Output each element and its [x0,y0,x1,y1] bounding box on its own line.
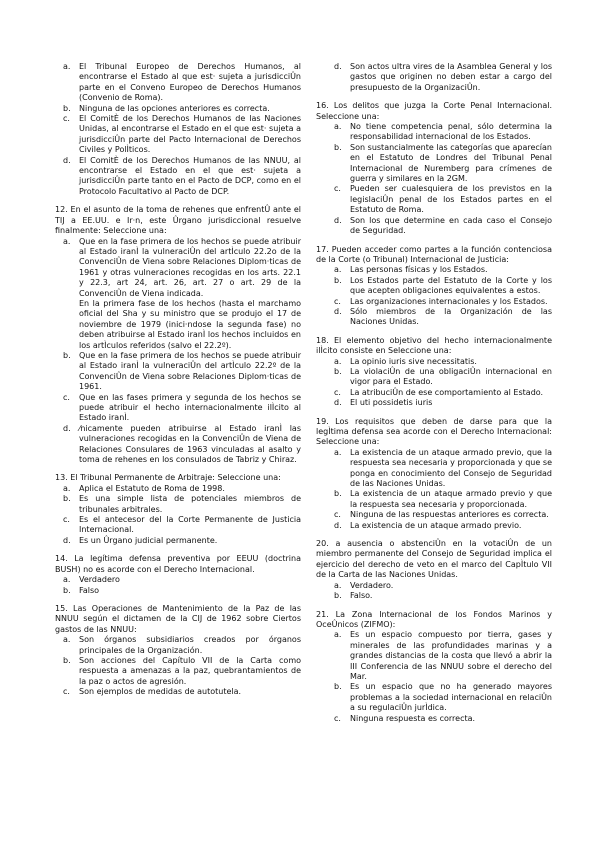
option-text: Ninguna de las opciones anteriores es correcta. [79,103,270,113]
option-text: Sólo miembros de la Organización de las Naciones Unidas. [350,306,552,327]
option-12d [55,424,301,466]
option-letter: a. [63,483,71,493]
option-text: Son actos ultra vires de la Asamblea General y los gastos que originen no deben estar a cargo del presupuesto de la OrganizaciÛn. [350,62,552,92]
option-text: Son ejemplos de medidas de autotutela. [79,687,242,697]
option-11d [55,156,301,198]
option-text: Aplica el Estatuto de Roma de 1998. [79,483,225,493]
option-text: Las organizaciones internacionales y los Estados. [350,296,548,306]
option-letter: b. [334,275,342,285]
option-text: Pueden ser cualesquiera de los previstos en la legislaciÛn penal de los Estados partes en el Estatuto de Roma. [350,184,552,215]
option-text: El ComitÈ de los Derechos Humanos de las NNUU, al encontrarse el Estado en el que est· sujeta a jurisdicciÛn parte tanto en el Pacto de DCP, como en el Protocolo Facultativo al Pacto de DCP. [79,155,301,196]
option-text: Las personas físicas y los Estados. [350,265,488,275]
option-20a [316,581,552,591]
question-text: 21. La Zona Internacional de los Fondos Marinos y OceÛnicos (ZIFMO): [316,609,552,629]
question-21 [316,610,552,724]
option-letter: d. [63,535,71,545]
option-text: La existencia de un ataque armado previo. [350,520,522,530]
option-text: Son órganos subsidiarios creados por órganos principales de la Organización. [79,635,301,655]
option-20b [316,591,552,601]
question-text: 18. El elemento objetivo del hecho internacionalmente ilÌcito consiste en Seleccione una: [316,335,552,356]
question-text: 15. Las Operaciones de Mantenimiento de la Paz de las NNUU según el dictamen de la CIJ de 1962 sobre Ciertos gastos de las NNUU: [55,603,301,634]
option-13a [55,484,301,494]
option-16a [316,122,552,143]
option-letter: b. [334,591,342,601]
option-letter: b. [63,494,71,504]
option-14a [55,575,301,585]
option-17a [316,265,552,275]
option-text: La violaciÛn de una obligaciÛn internacional en vigor para el Estado. [350,366,552,387]
option-text: El Tribunal Europeo de Derechos Humanos, al encontrarse el Estado al que est· sujeta a jurisdicciÛn parte en el Conveno Europeo de Derechos Humanos (Convenio de Roma). [79,62,301,103]
option-19b [316,489,552,510]
option-text: Son los que determine en cada caso el Consejo de Seguridad. [350,215,552,236]
question-text: 16. Los delitos que juzga la Corte Penal Internacional. Seleccione una: [316,101,552,121]
option-text: El ComitÈ de los Derechos Humanos de las Naciones Unidas, al encontrarse el Estado en el que est· sujeta a jurisdicciÛn parte del Pacto Internacional de Derechos Civiles y PolÌticos. [79,114,301,155]
option-letter: b. [334,489,342,499]
option-letter: c. [334,184,341,194]
option-text: La existencia de un ataque armado previo, que la respuesta sea necesaria y proporcionada y que se ponga en conocimiento del Consejo de Seguridad de las Naciones Unidas. [350,447,552,489]
option-text: La atribuciÛn de ese comportamiento al Estado. [350,387,544,397]
option-letter: b. [63,585,71,595]
option-extra-text: En la primera fase de los hechos (hasta el marchamo oficial del Sha y su ministro que se produjo el 17 de noviembre de 1979 (inici·ndose la segunda fase) no deben atribuirse al Estado iranÌ los hechos incluidos en los artÌculos referidos (salvo el 22.2º). [79,298,301,350]
option-letter: a. [63,635,71,645]
option-15d [316,62,552,93]
option-letter: c. [334,387,341,397]
question-15 [55,604,301,698]
option-letter: c. [334,296,341,306]
option-letter: a. [63,575,71,585]
question-15-continued-options [316,62,552,93]
option-text: Es un Ûrgano judicial permanente. [79,535,218,545]
option-16d [316,216,552,237]
option-text: Falso [79,585,100,595]
option-15b [55,656,301,687]
option-text: Son sustancialmente las categorías que aparecían en el Estatuto de Londres del Tribunal Penal Internacional de Nuremberg para crímenes de guerra y similares en la 2GM. [350,142,552,184]
option-text: ⁄nicamente pueden atribuirse al Estado iranÌ las vulneraciones recogidas en la ConvenciÛn de Viena de Relaciones Consulares de 1963 vinculadas al asalto y toma de rehenes en los consulados de Tabriz y Chiraz. [79,423,301,465]
option-18d [316,398,552,408]
question-text: 13. El Tribunal Permanente de Arbitraje: Seleccione una: [55,473,281,483]
option-text: Es una simple lista de potenciales miembros de tribunales arbitrales. [79,494,301,514]
option-11b [55,104,301,114]
option-11c [55,114,301,156]
question-text: 19. Los requisitos que deben de darse para que la legÌtima defensa sea acorde con el Derecho Internacional: Seleccione una: [316,416,552,447]
option-text: La opinio iuris sive necessitatis. [350,356,477,366]
question-11-continued-options [55,62,301,197]
option-19c [316,510,552,520]
option-letter: d. [334,215,342,225]
option-letter: d. [63,155,71,165]
option-11a [55,62,301,104]
option-letter: d. [334,520,342,530]
option-21c [316,714,552,724]
option-16b [316,143,552,185]
question-12 [55,205,301,465]
question-text: 20. a ausencia o abstenciÛn en la votaciÛn de un miembro permanente del Consejo de Seguridad implica el ejercicio del derecho de veto en el marco del CapÌtulo VII de la Carta de las Naciones Unidas. [316,539,552,580]
option-15a [55,635,301,656]
option-12a [55,237,301,351]
question-18 [316,336,552,409]
option-letter: a. [334,580,342,590]
option-letter: a. [334,265,342,275]
option-letter: c. [63,392,70,402]
option-19d [316,521,552,531]
option-text: Es un espacio que no ha generado mayores problemas a la sociedad internacional en relaciÛn a su regulaciÛn jurÌdica. [350,682,552,713]
option-text: Que en la fase primera de los hechos se puede atribuir al Estado iranÌ la vulneraciÛn del artÌculo 22.2º de la ConvenciÛn de Viena sobre Relaciones Diplom·ticas de 1961. [79,350,301,392]
option-letter: a. [63,236,71,246]
option-17d [316,307,552,328]
option-letter: c. [63,114,70,124]
option-text: No tiene competencia penal, sólo determina la responsabilidad internacional de los Estados. [350,122,552,142]
option-letter: a. [63,62,71,71]
option-text: Falso. [350,591,373,601]
question-text: 17. Pueden acceder como partes a la función contenciosa de la Corte (o Tribunal) Internacional de Justicia: [316,244,552,264]
option-text: Ninguna de las respuestas anteriores es correcta. [350,510,549,520]
option-text: El uti possidetis iuris [350,398,433,408]
option-19a [316,448,552,490]
option-13d [55,536,301,546]
question-17 [316,245,552,328]
option-letter: a. [334,630,342,640]
option-17c [316,297,552,307]
question-20 [316,539,552,601]
option-21b [316,682,552,713]
option-letter: b. [63,103,71,113]
option-text: Verdadero [79,575,120,585]
option-letter: c. [63,687,70,697]
question-19 [316,417,552,531]
option-17b [316,276,552,297]
option-letter: d. [334,62,342,71]
option-text: Que en las fases primera y segunda de los hechos se puede atribuir el hecho internacionalmente ilÌcito al Estado iranÌ. [79,392,301,423]
option-18c [316,388,552,398]
option-letter: b. [334,682,342,692]
option-text: Es el antecesor del la Corte Permanente de Justicia Internacional. [79,515,301,535]
option-13c [55,515,301,536]
option-12b [55,351,301,393]
option-21a [316,630,552,682]
option-letter: b. [63,350,71,360]
option-13b [55,494,301,515]
option-letter: b. [334,366,342,376]
option-15c [55,687,301,697]
question-text: 12. En el asunto de la toma de rehenes que enfrentÛ ante el TIJ a EE.UU. e Ir·n, este Ûrgano jurisdiccional resuelve finalmente: Seleccione una: [55,205,301,236]
question-13 [55,473,301,546]
option-text: Ninguna respuesta es correcta. [350,713,476,723]
option-letter: c. [334,713,341,723]
option-12c [55,393,301,424]
option-letter: d. [63,423,71,433]
option-text: Es un espacio compuesto por tierra, gases y minerales de las profundidades marinas y a grandes distancias de la costa que llevó a abrir la III Conferencia de las NNUU sobre el derecho del Mar. [350,630,552,681]
option-letter: b. [334,142,342,152]
option-16c [316,184,552,215]
question-16 [316,101,552,236]
left-column [55,62,301,706]
option-letter: a. [334,447,342,457]
option-letter: d. [334,398,342,408]
option-letter: a. [334,122,342,132]
option-letter: d. [334,306,342,316]
question-text: 14. La legítima defensa preventiva por EEUU (doctrina BUSH) no es acorde con el Derecho Internacional. [55,554,301,574]
question-14 [55,554,301,596]
option-text: Verdadero. [350,580,394,590]
option-text: Los Estados parte del Estatuto de la Corte y los que acepten obligaciones equivalentes a estos. [350,275,552,296]
option-letter: a. [334,356,342,366]
option-letter: c. [334,510,341,520]
option-letter: c. [63,515,70,525]
option-text: Son acciones del Capítulo VII de la Carta como respuesta a amenazas a la paz, quebrantamientos de la paz o actos de agresión. [79,655,301,686]
option-text: Que en la fase primera de los hechos se puede atribuir al Estado iranÌ la vulneraciÛn del artÌculo 22.2o de la ConvenciÛn de Viena sobre Relaciones Diplom·ticas de 1961 y otras vulneraciones recogidas en los arts. 22.1 y 22.3, art 24, art. 26, art. 27 o art. 29 de la ConvenciÛn de Viena indicada. [79,236,301,298]
option-18b [316,367,552,388]
right-column [316,62,552,732]
option-14b [55,586,301,596]
option-letter: b. [63,655,71,665]
option-text: La existencia de un ataque armado previo y que la respuesta sea necesaria y proporcionada. [350,489,552,509]
option-18a [316,357,552,367]
